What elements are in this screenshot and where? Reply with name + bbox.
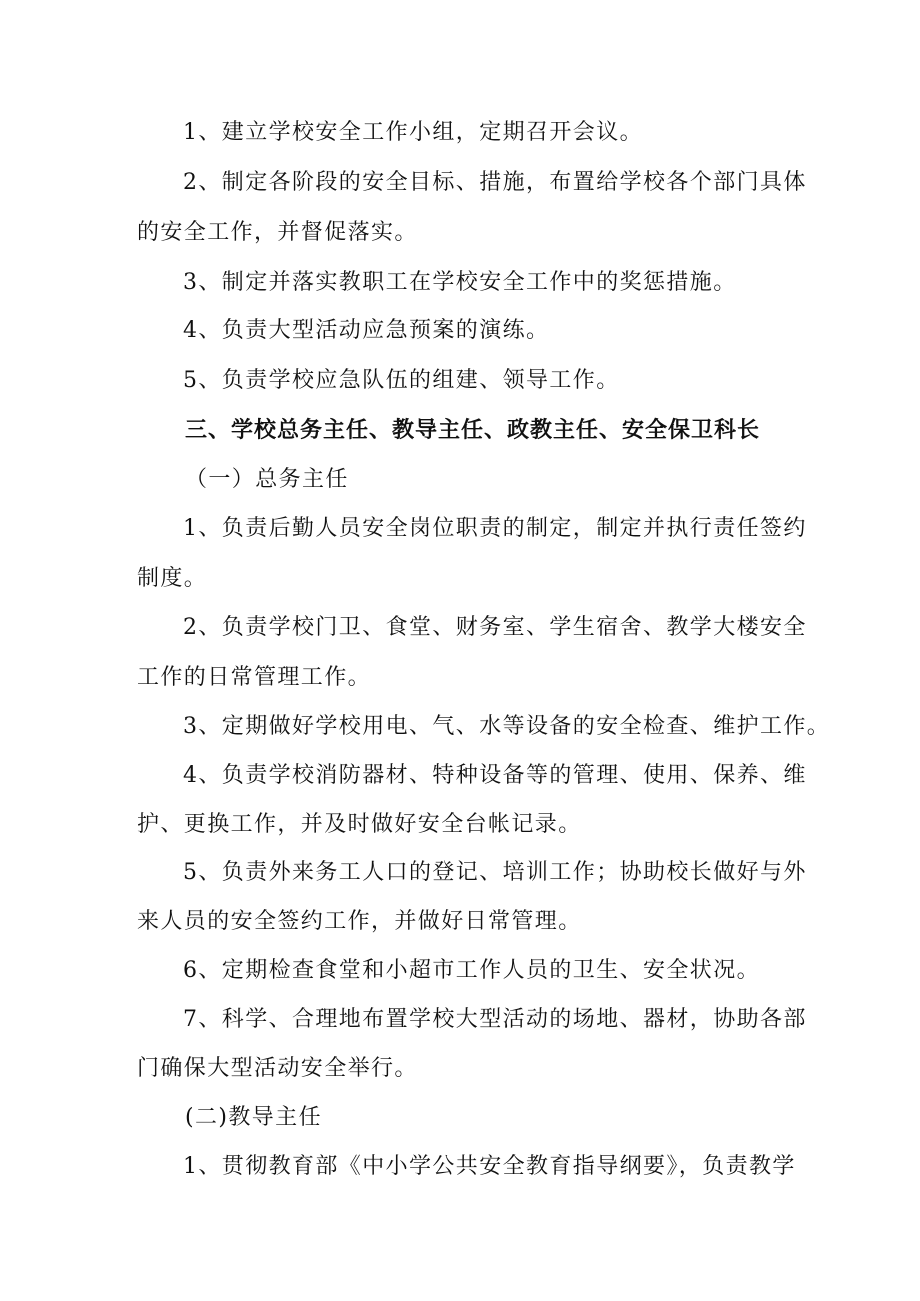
list-item: 4、负责学校消防器材、特种设备等的管理、使用、保养、维: [183, 763, 807, 788]
subsection-heading: (二)教导主任: [185, 1105, 322, 1130]
section-heading: 三、学校总务主任、教导主任、政教主任、安全保卫科长: [185, 418, 761, 443]
list-item: 5、负责学校应急队伍的组建、领导工作。: [183, 368, 620, 393]
list-item-continuation: 工作的日常管理工作。: [137, 665, 372, 690]
list-item-continuation: 制度。: [137, 566, 208, 591]
list-item: 2、负责学校门卫、食堂、财务室、学生宿舍、教学大楼安全: [183, 615, 807, 640]
list-item: 3、制定并落实教职工在学校安全工作中的奖惩措施。: [183, 270, 737, 295]
list-item: 1、贯彻教育部《中小学公共安全教育指导纲要》，负责教学: [183, 1154, 796, 1179]
list-item: 2、制定各阶段的安全目标、措施，布置给学校各个部门具体: [183, 170, 807, 195]
list-item: 1、负责后勤人员安全岗位职责的制定，制定并执行责任签约: [183, 516, 807, 541]
list-item-continuation: 护、更换工作，并及时做好安全台帐记录。: [137, 812, 582, 837]
list-item-continuation: 来人员的安全签约工作，并做好日常管理。: [137, 909, 582, 934]
list-item: 1、建立学校安全工作小组，定期召开会议。: [183, 120, 643, 145]
list-item-continuation: 的安全工作，并督促落实。: [137, 220, 418, 245]
list-item: 5、负责外来务工人口的登记、培训工作；协助校长做好与外: [183, 860, 807, 885]
list-item-continuation: 门确保大型活动安全举行。: [137, 1056, 418, 1081]
subsection-heading: （一）总务主任: [185, 467, 349, 492]
list-item: 7、科学、合理地布置学校大型活动的场地、器材，协助各部: [183, 1007, 807, 1032]
list-item: 6、定期检查食堂和小超市工作人员的卫生、安全状况。: [183, 958, 760, 983]
list-item: 4、负责大型活动应急预案的演练。: [183, 318, 550, 343]
list-item: 3、定期做好学校用电、气、水等设备的安全检查、维护工作。: [183, 714, 831, 739]
